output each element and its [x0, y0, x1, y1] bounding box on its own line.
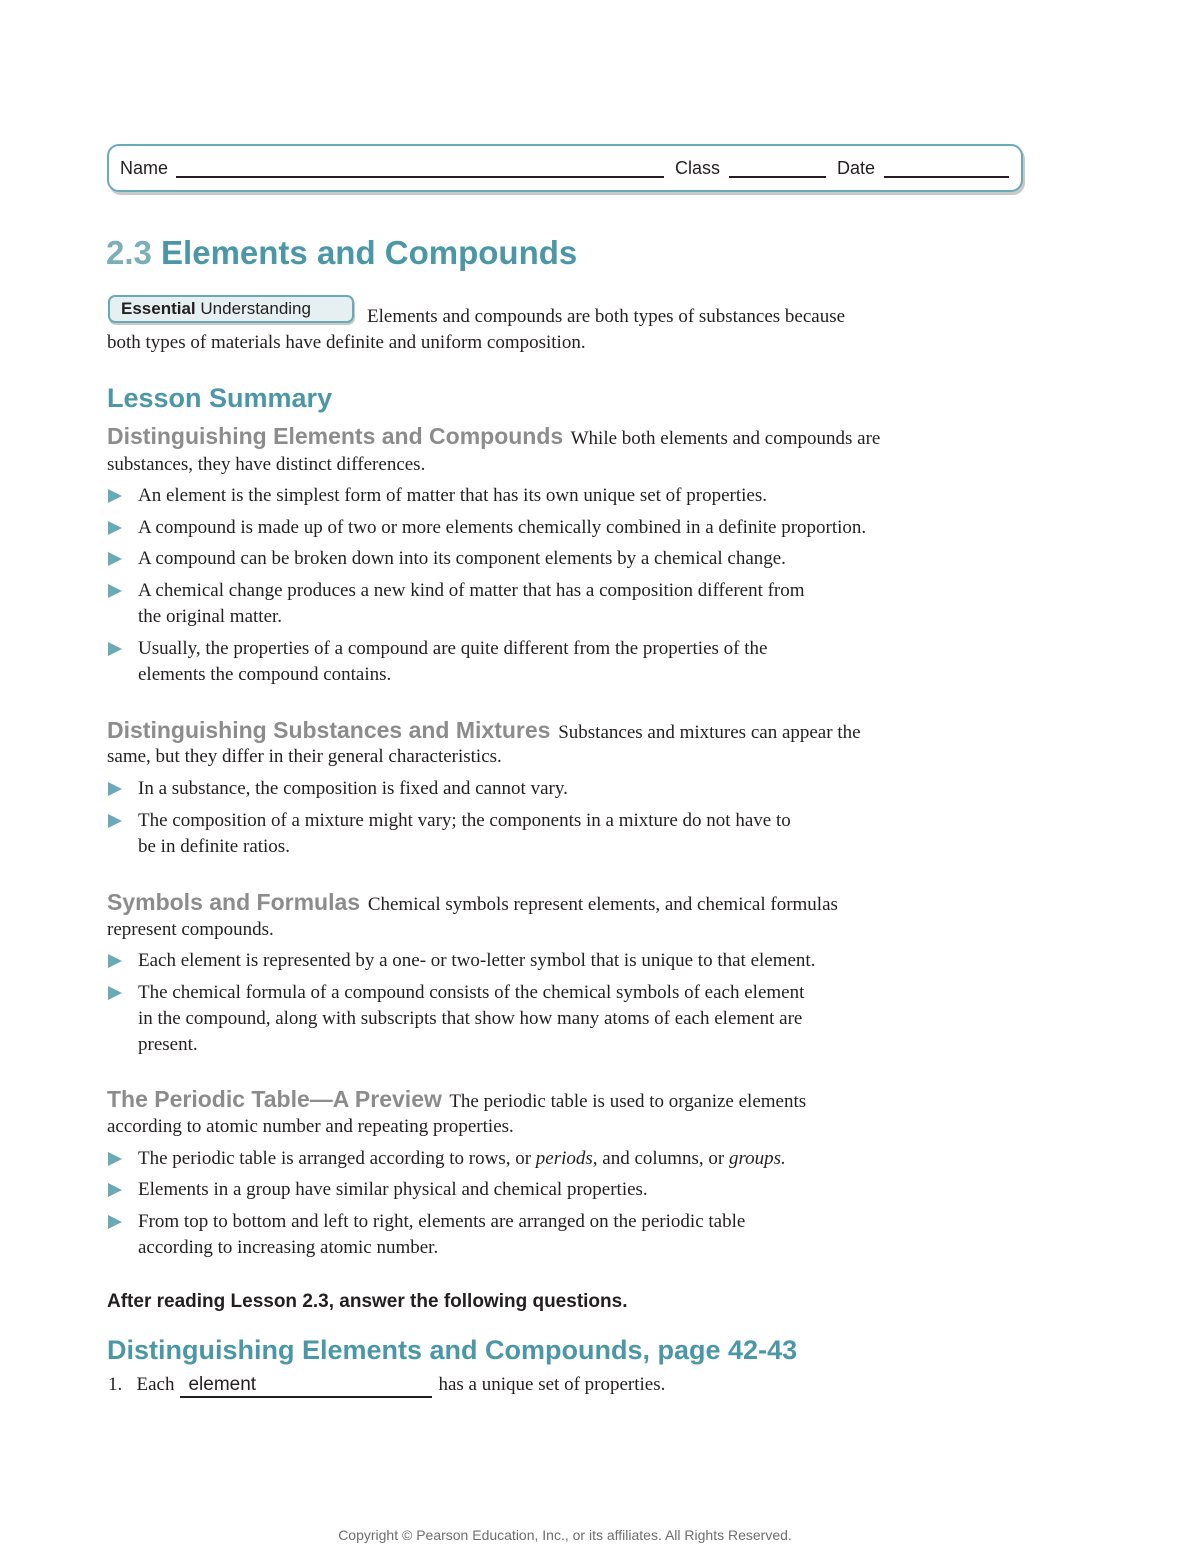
- question-text-post: has a unique set of properties.: [438, 1374, 666, 1395]
- section-intro: Chemical symbols represent elements, and chemical formulas: [367, 894, 838, 915]
- bullet-text: An element is the simplest form of matter that has its own unique set of properties.: [138, 485, 767, 506]
- lesson-title: Elements and Compounds: [161, 234, 578, 271]
- bullet-text: In a substance, the composition is fixed and cannot vary.: [138, 778, 568, 799]
- essential-text-line2: both types of materials have definite and uniform composition.: [107, 332, 586, 353]
- questions-heading: Distinguishing Elements and Compounds, page 42-43: [107, 1335, 798, 1365]
- lesson-summary-heading: Lesson Summary: [107, 383, 333, 413]
- section-periodic-table: [107, 1086, 1027, 1115]
- section-substances-mixtures: [107, 717, 1027, 746]
- term-periods: periods,: [535, 1148, 598, 1169]
- bullet-arrow-icon: [108, 552, 122, 566]
- bullet-arrow-icon: [108, 521, 122, 535]
- section-intro-cont: same, but they differ in their general characteristics.: [107, 746, 502, 767]
- name-field[interactable]: [176, 176, 664, 178]
- badge-rest-text: Understanding: [200, 299, 311, 318]
- list-item: [108, 980, 1008, 1058]
- bullet-text: Usually, the properties of a compound are quite different from the properties of the: [138, 638, 768, 659]
- bullet-text: From top to bottom and left to right, elements are arranged on the periodic table: [138, 1211, 746, 1232]
- list-item: [108, 483, 1008, 509]
- bullet-arrow-icon: [108, 642, 122, 656]
- class-label: Class: [675, 158, 721, 178]
- section-heading: Distinguishing Elements and Compounds: [107, 423, 564, 449]
- lesson-number: 2.3: [106, 234, 152, 271]
- question-text-pre: Each: [136, 1374, 175, 1395]
- instructions: After reading Lesson 2.3, answer the following questions.: [107, 1291, 628, 1312]
- bullet-text: [138, 1146, 1008, 1172]
- bullet-arrow-icon: [108, 954, 122, 968]
- list-item: [108, 1209, 1008, 1261]
- date-label: Date: [837, 158, 876, 178]
- list-item: [108, 636, 1008, 688]
- list-item: [108, 1177, 1008, 1203]
- copyright-footer: Copyright © Pearson Education, Inc., or its affiliates. All Rights Reserved.: [338, 1527, 792, 1543]
- list-item: [108, 808, 1008, 860]
- student-info-box: [107, 144, 1023, 192]
- bullet-text-cont: present.: [138, 1034, 198, 1055]
- section-heading: Distinguishing Substances and Mixtures: [107, 717, 551, 743]
- section-intro: The periodic table is used to organize elements: [449, 1091, 807, 1112]
- section-intro-cont: substances, they have distinct differences.: [107, 454, 426, 475]
- section-intro-cont: according to atomic number and repeating properties.: [107, 1116, 514, 1137]
- bullet-arrow-icon: [108, 489, 122, 503]
- bullet-arrow-icon: [108, 814, 122, 828]
- bullet-arrow-icon: [108, 1183, 122, 1197]
- list-item: [108, 948, 1008, 974]
- question-number: 1.: [108, 1374, 123, 1395]
- bullet-text-part: The periodic table is arranged according to rows, or: [138, 1148, 532, 1169]
- list-item: [108, 1146, 1008, 1172]
- bullet-text-cont: elements the compound contains.: [138, 664, 392, 685]
- bullet-text-cont: be in definite ratios.: [138, 836, 290, 857]
- section-intro-cont: represent compounds.: [107, 919, 274, 940]
- bullet-text-cont: in the compound, along with subscripts that show how many atoms of each element are: [138, 1008, 803, 1029]
- bullet-text-cont: according to increasing atomic number.: [138, 1237, 439, 1258]
- bullet-text-cont: the original matter.: [138, 606, 283, 627]
- class-field[interactable]: [729, 176, 826, 178]
- bullet-arrow-icon: [108, 782, 122, 796]
- bullet-text: A chemical change produces a new kind of matter that has a composition different from: [138, 580, 805, 601]
- bullet-arrow-icon: [108, 986, 122, 1000]
- name-label: Name: [120, 158, 169, 178]
- essential-text-line1: Elements and compounds are both types of substances because: [367, 306, 846, 327]
- date-field[interactable]: [884, 176, 1009, 178]
- bullet-text: The composition of a mixture might vary; the components in a mixture do not have to: [138, 810, 791, 831]
- list-item: [108, 546, 1008, 572]
- list-item: [108, 578, 1008, 630]
- section-intro: Substances and mixtures can appear the: [558, 722, 861, 743]
- section-symbols-formulas: [107, 889, 1027, 918]
- section-heading: The Periodic Table—A Preview: [107, 1086, 442, 1112]
- section-intro: While both elements and compounds are: [570, 428, 881, 449]
- list-item: [108, 515, 1008, 541]
- list-item: [108, 776, 1008, 802]
- essential-understanding-badge: [108, 295, 354, 323]
- page-title: [106, 234, 577, 272]
- question-1: [108, 1374, 665, 1398]
- bullet-text: The chemical formula of a compound consists of the chemical symbols of each element: [138, 982, 805, 1003]
- bullet-arrow-icon: [108, 1152, 122, 1166]
- answer-field[interactable]: element: [180, 1374, 432, 1398]
- badge-bold-text: Essential: [121, 299, 196, 318]
- bullet-text: Each element is represented by a one- or two-letter symbol that is unique to that element.: [138, 950, 816, 971]
- bullet-text: Elements in a group have similar physical and chemical properties.: [138, 1179, 648, 1200]
- bullet-text: A compound can be broken down into its component elements by a chemical change.: [138, 548, 786, 569]
- section-heading: Symbols and Formulas: [107, 889, 361, 915]
- term-groups: groups.: [728, 1148, 786, 1169]
- bullet-text-part: and columns, or: [602, 1148, 725, 1169]
- bullet-arrow-icon: [108, 1215, 122, 1229]
- section-elements-compounds: [107, 423, 1027, 452]
- bullet-text: A compound is made up of two or more elements chemically combined in a definite proportion.: [138, 517, 867, 538]
- bullet-arrow-icon: [108, 584, 122, 598]
